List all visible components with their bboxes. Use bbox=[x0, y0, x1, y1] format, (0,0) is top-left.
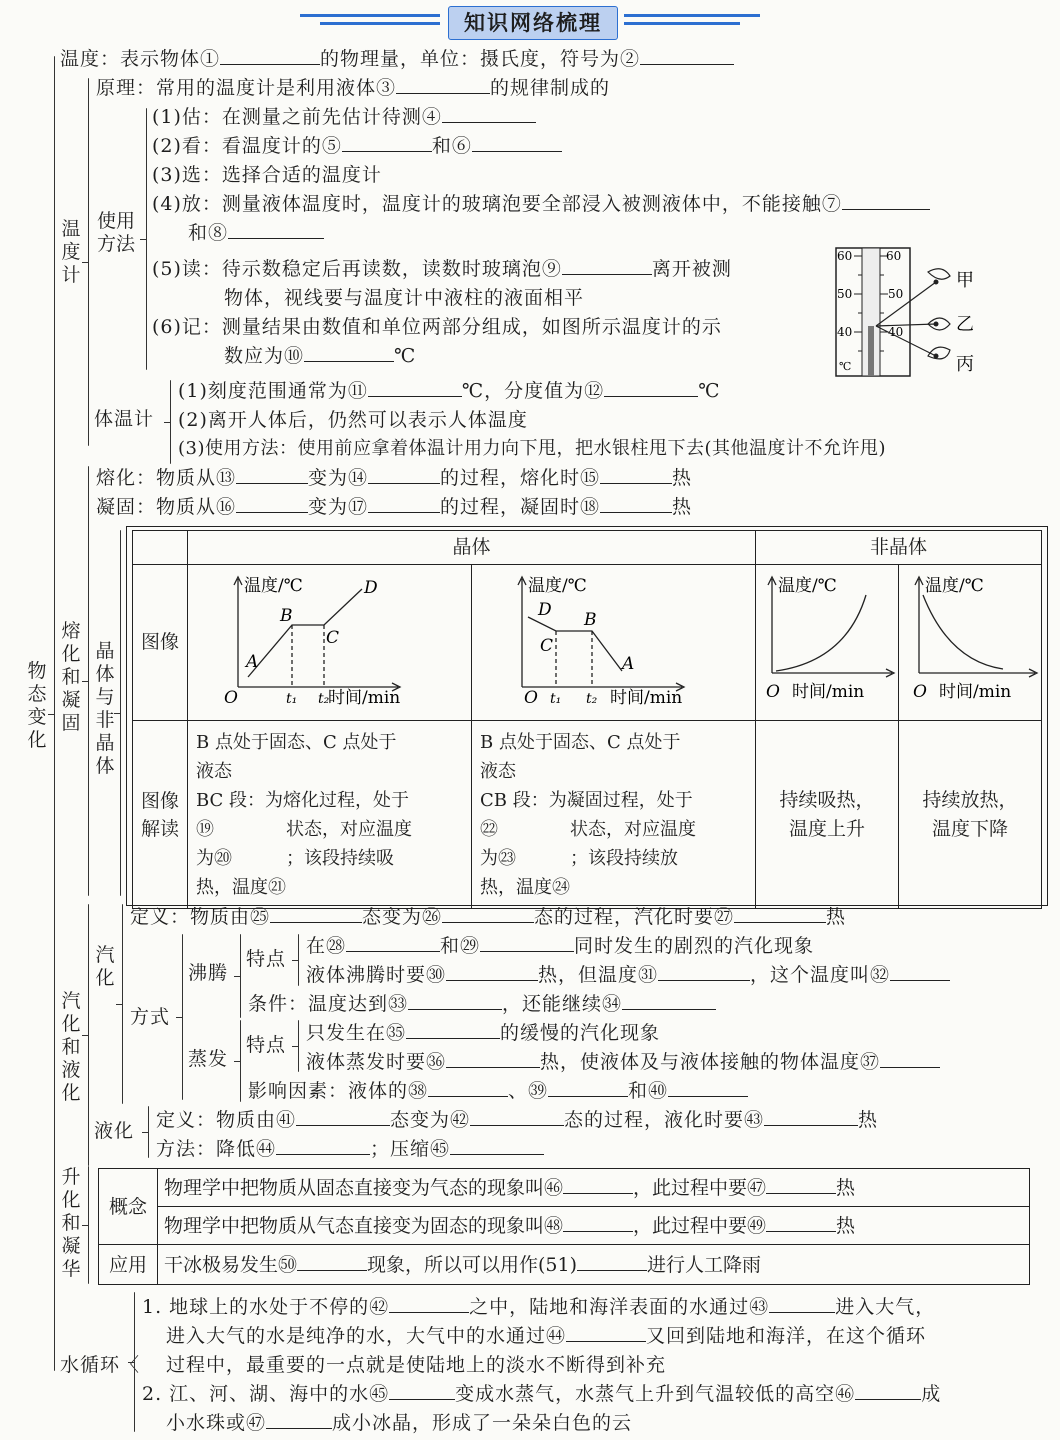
freeze-text-0: B 点处于固态、C 点处于 bbox=[480, 731, 681, 753]
text-l9b: ℃，分度值为⑫ bbox=[461, 380, 605, 402]
blank-40 bbox=[668, 1078, 748, 1097]
line-ji-2 bbox=[224, 343, 416, 369]
melt-text-1: 液态 bbox=[196, 760, 232, 782]
text-w5b: 成小冰晶，形成了一朵朵白色的云 bbox=[332, 1412, 633, 1434]
text-l6b: 和⑧ bbox=[188, 222, 229, 244]
label-gainian: 概念 bbox=[99, 1169, 158, 1245]
freeze-origin: O bbox=[524, 688, 538, 708]
text-l17b: ，还能继续㉞ bbox=[502, 993, 623, 1015]
blank-13 bbox=[236, 465, 308, 484]
row-tuxiang: 图像 bbox=[133, 565, 188, 721]
freeze-point-b: B bbox=[584, 610, 597, 630]
amelt-xlabel: 时间/min bbox=[792, 682, 865, 702]
blank-43 bbox=[764, 1107, 858, 1126]
blank-17 bbox=[368, 494, 440, 513]
text-l13c: 的过程，凝固时⑱ bbox=[440, 496, 601, 518]
text-l2a: 原理：常用的温度计是利用液体③ bbox=[96, 77, 397, 99]
label-tedian-1: 特点 bbox=[246, 948, 287, 970]
blank-8 bbox=[228, 220, 324, 239]
line-zhengfa-2 bbox=[306, 1049, 940, 1075]
blank-50 bbox=[297, 1252, 367, 1271]
text-l12d: 热 bbox=[672, 467, 693, 489]
text-l19b: 热，使液体及与液体接触的物体温度㊲ bbox=[540, 1051, 881, 1073]
blank-46 bbox=[563, 1175, 633, 1194]
text-l15a: 在㉘ bbox=[306, 935, 347, 957]
text-l12c: 的过程，熔化时⑮ bbox=[440, 467, 601, 489]
tick-60-left: 60 bbox=[837, 249, 853, 263]
blank-26 bbox=[442, 904, 534, 923]
title-rule-right-2 bbox=[624, 22, 740, 25]
header-feijingti: 非晶体 bbox=[756, 531, 1042, 565]
text-l12a: 熔化：物质从⑬ bbox=[96, 467, 237, 489]
tick-unit: ℃ bbox=[839, 360, 852, 373]
text-w4b: 变成水蒸气，水蒸气上升到气温较低的高空㊻ bbox=[455, 1383, 856, 1405]
label-shenghua: 升化和凝华 bbox=[61, 1166, 81, 1280]
freeze-ylabel: 温度/℃ bbox=[528, 576, 587, 596]
melt-origin: O bbox=[224, 688, 238, 708]
line-water-2 bbox=[166, 1323, 926, 1349]
text-l7b: 离开被测 bbox=[651, 258, 732, 280]
line-du bbox=[152, 256, 732, 282]
freeze-xlabel: 时间/min bbox=[610, 688, 683, 708]
text-w1c: 进入大气， bbox=[835, 1296, 936, 1318]
blank-53 bbox=[769, 1294, 835, 1313]
text-l3: (1)估：在测量之前先估计待测④ bbox=[152, 106, 442, 128]
sublim-row-2 bbox=[158, 1207, 1030, 1245]
line-water-1 bbox=[142, 1294, 935, 1320]
afreeze-origin: O bbox=[913, 682, 927, 702]
blank-28 bbox=[346, 933, 440, 952]
amorph-melt-1: 温度上升 bbox=[788, 817, 865, 840]
freeze-text-2: CB 段：为凝固过程，处于 bbox=[480, 789, 693, 811]
brace-zhengfa bbox=[240, 1020, 241, 1102]
brace-shenghua bbox=[88, 1166, 89, 1284]
blank-14 bbox=[368, 465, 440, 484]
blank-37 bbox=[880, 1049, 940, 1068]
label-yingyong: 应用 bbox=[99, 1245, 158, 1285]
graph-freezing bbox=[472, 565, 755, 711]
blank-4 bbox=[442, 104, 536, 123]
text-w1a: 1. 地球上的水处于不停的㊷ bbox=[142, 1296, 390, 1318]
text-l18b: 的缓慢的汽化现象 bbox=[500, 1022, 661, 1044]
text-r1a: 物理学中把物质从固态直接变为气态的现象叫㊻ bbox=[164, 1176, 564, 1199]
brace-wenduji bbox=[88, 78, 89, 446]
text-l16b: 热，但温度㉛ bbox=[538, 964, 659, 986]
text-w1b: 之中，陆地和海洋表面的水通过㊸ bbox=[469, 1296, 770, 1318]
graph-melting-cell bbox=[188, 565, 472, 721]
text-l14a: 定义：物质由㉕ bbox=[130, 906, 271, 928]
blank-11 bbox=[368, 378, 462, 397]
freeze-point-d: D bbox=[538, 600, 552, 620]
brace-tedian-1 bbox=[298, 934, 299, 986]
eye-bing-label: 丙 bbox=[956, 354, 974, 375]
label-fangshi: 方式 bbox=[130, 1006, 171, 1028]
melt-reading-cell bbox=[188, 721, 472, 909]
tick-50-right: 50 bbox=[888, 287, 904, 301]
page-title: 知识网络梳理 bbox=[448, 6, 618, 40]
line-xuan: (3)选：选择合适的温度计 bbox=[152, 164, 382, 186]
freeze-text-1: 液态 bbox=[480, 760, 516, 782]
blank-15 bbox=[600, 465, 672, 484]
line-gu bbox=[152, 104, 536, 130]
text-w2a: 进入大气的水是纯净的水，大气中的水通过㊹ bbox=[166, 1325, 567, 1347]
blank-55 bbox=[389, 1381, 455, 1400]
title-rule-right bbox=[624, 14, 760, 17]
thermometer-figure bbox=[832, 244, 982, 380]
amorph-melt-reading bbox=[756, 721, 899, 909]
text-l14c: 态的过程，汽化时要㉗ bbox=[534, 906, 735, 928]
label-ronghua: 熔化和凝固 bbox=[61, 620, 81, 734]
text-l21d: 热 bbox=[858, 1109, 879, 1131]
text-l17a: 条件：温度达到㉝ bbox=[248, 993, 409, 1015]
freeze-reading-cell bbox=[472, 721, 756, 909]
text-l21a: 定义：物质由㊶ bbox=[156, 1109, 297, 1131]
label-yehua: 液化 bbox=[94, 1120, 135, 1142]
blank-33 bbox=[408, 991, 502, 1010]
blank-35 bbox=[406, 1020, 500, 1039]
freeze-text-4: 为㉓ ；该段持续放 bbox=[480, 847, 678, 869]
label-jingti: 晶体与非晶体 bbox=[95, 640, 115, 777]
blank-42 bbox=[470, 1107, 564, 1126]
text-l20b: 、㊴ bbox=[508, 1080, 549, 1102]
text-r1c: 热 bbox=[836, 1176, 856, 1199]
blank-56 bbox=[855, 1381, 921, 1400]
graph-amorph-melt bbox=[756, 565, 898, 711]
line-water-4 bbox=[142, 1381, 941, 1407]
freeze-text-3: ㉒ 状态，对应温度 bbox=[480, 818, 696, 840]
eye-yi-label: 乙 bbox=[956, 314, 974, 335]
blank-9 bbox=[562, 256, 652, 275]
line-wendu bbox=[60, 46, 734, 72]
text-w4a: 2. 江、河、湖、海中的水㊺ bbox=[142, 1383, 390, 1405]
line-ronghua bbox=[96, 465, 692, 491]
text-l20a: 影响因素：液体的㊳ bbox=[248, 1080, 429, 1102]
melt-text-5: 热，温度㉑ bbox=[196, 876, 286, 898]
blank-49 bbox=[766, 1213, 836, 1232]
text-l12b: 变为⑭ bbox=[308, 467, 369, 489]
blank-45 bbox=[450, 1136, 544, 1155]
melt-text-2: BC 段：为熔化过程，处于 bbox=[196, 789, 410, 811]
line-yuanli bbox=[96, 75, 610, 101]
text-l7a: (5)读：待示数稳定后再读数，读数时玻璃泡⑨ bbox=[152, 258, 562, 280]
tick-60-right: 60 bbox=[886, 249, 902, 263]
graph-melting bbox=[188, 565, 471, 711]
text-l1a: 温度：表示物体① bbox=[60, 48, 221, 70]
text-r2c: 热 bbox=[836, 1214, 856, 1237]
text-l13b: 变为⑰ bbox=[308, 496, 369, 518]
sublim-row-1 bbox=[158, 1169, 1030, 1207]
amelt-origin: O bbox=[766, 682, 780, 702]
text-r2a: 物理学中把物质从气态直接变为固态的现象叫㊽ bbox=[164, 1214, 564, 1237]
brace-shiyong bbox=[146, 108, 147, 370]
tick-50-left: 50 bbox=[837, 287, 853, 301]
blank-51 bbox=[577, 1252, 647, 1271]
blank-7 bbox=[842, 191, 930, 210]
blank-5 bbox=[342, 133, 432, 152]
text-l16c: ，这个温度叫㉜ bbox=[750, 964, 891, 986]
blank-3 bbox=[396, 75, 490, 94]
melt-xlabel: 时间/min bbox=[328, 688, 401, 708]
graph-amorph-freeze bbox=[899, 565, 1041, 711]
text-l14d: 热 bbox=[826, 906, 847, 928]
blank-41 bbox=[296, 1107, 390, 1126]
melt-text-4: 为⑳ ；该段持续吸 bbox=[196, 847, 394, 869]
brace-yehua bbox=[148, 1106, 149, 1158]
text-r1b: ，此过程中要㊼ bbox=[633, 1176, 767, 1199]
graph-amorph-melt-cell bbox=[756, 565, 899, 721]
text-r3b: 现象，所以可以用作(51) bbox=[367, 1253, 578, 1276]
blank-54 bbox=[566, 1323, 646, 1342]
text-l9c: ℃ bbox=[698, 380, 721, 402]
tick-40-left: 40 bbox=[837, 325, 853, 339]
amorph-freeze-reading bbox=[899, 721, 1042, 909]
blank-57 bbox=[266, 1410, 332, 1429]
line-water-5 bbox=[166, 1410, 632, 1436]
eye-jia-label: 甲 bbox=[956, 270, 974, 291]
blank-44 bbox=[276, 1136, 370, 1155]
blank-2 bbox=[640, 46, 734, 65]
text-w5a: 小水珠或㊼ bbox=[166, 1412, 267, 1434]
amorph-freeze-0: 持续放热， bbox=[922, 788, 1018, 811]
label-shiyong: 使用方法 bbox=[96, 210, 135, 255]
blank-32 bbox=[890, 962, 950, 981]
text-l21c: 态的过程，液化时要㊸ bbox=[564, 1109, 765, 1131]
blank-18 bbox=[600, 494, 672, 513]
title-banner bbox=[300, 6, 760, 38]
graph-amorph-freeze-cell bbox=[899, 565, 1042, 721]
line-tiwen-3: (3)使用方法：使用前应拿着体温计用力向下甩，把水银柱甩下去(其他温度计不允许甩) bbox=[178, 438, 887, 459]
line-du-2: 物体，视线要与温度计中液柱的液面相平 bbox=[224, 287, 585, 309]
blank-27 bbox=[734, 904, 826, 923]
brace-qihua-yehua bbox=[88, 904, 89, 1166]
brace-qihua bbox=[122, 904, 123, 1104]
text-l8c: ℃ bbox=[394, 345, 417, 367]
freeze-t1: t₁ bbox=[550, 691, 562, 707]
melt-point-b: B bbox=[280, 606, 293, 626]
freeze-t2: t₂ bbox=[586, 691, 598, 707]
label-wenduji: 温度计 bbox=[61, 218, 81, 286]
crystal-table bbox=[132, 530, 1042, 909]
title-rule-left bbox=[300, 14, 440, 17]
melt-t2: t₂ bbox=[318, 691, 330, 707]
label-tiwen: 体温计 bbox=[94, 408, 155, 430]
freeze-text-5: 热，温度㉔ bbox=[480, 876, 570, 898]
line-tiwen-1 bbox=[178, 378, 720, 404]
brace-tiwen bbox=[170, 380, 171, 464]
text-l20c: 和㊵ bbox=[628, 1080, 669, 1102]
brace-fangshi bbox=[182, 934, 183, 1100]
line-fang-2 bbox=[188, 220, 324, 246]
line-ningu bbox=[96, 494, 692, 520]
blank-39 bbox=[548, 1078, 628, 1097]
line-tiaojian bbox=[248, 991, 716, 1017]
melt-point-d: D bbox=[364, 578, 378, 598]
text-l6: (4)放：测量液体温度时，温度计的玻璃泡要全部浸入被测液体中，不能接触⑦ bbox=[152, 193, 842, 215]
amorph-freeze-1: 温度下降 bbox=[931, 817, 1008, 840]
graph-freezing-cell bbox=[472, 565, 756, 721]
blank-31 bbox=[658, 962, 750, 981]
text-l15b: 和㉙ bbox=[440, 935, 481, 957]
label-tedian-2: 特点 bbox=[246, 1034, 287, 1056]
amelt-ylabel: 温度/℃ bbox=[778, 576, 837, 596]
brace-ronghua bbox=[88, 466, 89, 896]
line-fang bbox=[152, 191, 930, 217]
text-l22b: ；压缩㊺ bbox=[370, 1138, 451, 1160]
text-l1b: 的物理量，单位：摄氏度，符号为② bbox=[320, 48, 641, 70]
text-l15c: 同时发生的剧烈的汽化现象 bbox=[574, 935, 815, 957]
brace-shuixunhuan bbox=[134, 1292, 135, 1432]
blank-10 bbox=[304, 343, 394, 362]
line-ji: (6)记：测量结果由数值和单位两部分组成，如图所示温度计的示 bbox=[152, 316, 722, 338]
label-wutai: 物态变化 bbox=[27, 660, 47, 751]
text-l18a: 只发生在㉟ bbox=[306, 1022, 407, 1044]
blank-52 bbox=[389, 1294, 469, 1313]
blank-1 bbox=[220, 46, 320, 65]
blank-36 bbox=[446, 1049, 540, 1068]
melt-text-3: ⑲ 状态，对应温度 bbox=[196, 818, 412, 840]
cell-corner bbox=[133, 531, 188, 565]
text-l21b: 态变为㊷ bbox=[390, 1109, 471, 1131]
text-r3c: 进行人工降雨 bbox=[647, 1253, 762, 1276]
line-tiwen-2: (2)离开人体后，仍然可以表示人体温度 bbox=[178, 409, 528, 431]
sublimation-table bbox=[98, 1168, 1030, 1285]
brace-feiteng bbox=[240, 934, 241, 1018]
melt-point-a: A bbox=[246, 652, 259, 672]
label-zhengfa: 蒸发 bbox=[188, 1048, 229, 1070]
label-qihua: 汽化 bbox=[95, 944, 115, 989]
afreeze-xlabel: 时间/min bbox=[939, 682, 1012, 702]
amorph-melt-0: 持续吸热， bbox=[779, 788, 875, 811]
text-l14b: 态变为㉖ bbox=[362, 906, 443, 928]
text-l22a: 方法：降低㊹ bbox=[156, 1138, 277, 1160]
blank-16 bbox=[236, 494, 308, 513]
blank-6 bbox=[472, 133, 562, 152]
row-jiedu: 图像解读 bbox=[133, 721, 188, 909]
text-l13d: 热 bbox=[672, 496, 693, 518]
text-l4a: (2)看：看温度计的⑤ bbox=[152, 135, 342, 157]
brace-tedian-2 bbox=[298, 1020, 299, 1072]
label-feiteng: 沸腾 bbox=[188, 962, 229, 984]
blank-25 bbox=[270, 904, 362, 923]
melt-point-c: C bbox=[326, 628, 340, 648]
line-yehua-method bbox=[156, 1136, 544, 1162]
header-jingti: 晶体 bbox=[188, 531, 756, 565]
text-l8b: 数应为⑩ bbox=[224, 345, 305, 367]
text-l4b: 和⑥ bbox=[431, 135, 472, 157]
text-l9a: (1)刻度范围通常为⑪ bbox=[178, 380, 368, 402]
line-qihua-def bbox=[130, 904, 846, 930]
melt-t1: t₁ bbox=[286, 691, 298, 707]
blank-47 bbox=[766, 1175, 836, 1194]
line-zhengfa-1 bbox=[306, 1020, 660, 1046]
text-r2b: ，此过程中要㊾ bbox=[633, 1214, 767, 1237]
blank-48 bbox=[563, 1213, 633, 1232]
melt-text-0: B 点处于固态、C 点处于 bbox=[196, 731, 397, 753]
text-l2b: 的规律制成的 bbox=[490, 77, 611, 99]
text-w2b: 又回到陆地和海洋，在这个循环 bbox=[646, 1325, 927, 1347]
blank-34 bbox=[622, 991, 716, 1010]
line-water-3: 过程中，最重要的一点就是使陆地上的淡水不断得到补充 bbox=[166, 1354, 667, 1376]
label-shuixunhuan: 水循环〈 bbox=[60, 1354, 141, 1376]
text-l16a: 液体沸腾时要㉚ bbox=[306, 964, 447, 986]
brace-main bbox=[54, 56, 55, 1371]
text-w4c: 成 bbox=[921, 1383, 942, 1405]
line-feiteng-2 bbox=[306, 962, 950, 988]
freeze-point-a: A bbox=[622, 654, 635, 674]
label-qihua-yehua: 汽化和液化 bbox=[61, 990, 81, 1104]
text-l19a: 液体蒸发时要㊱ bbox=[306, 1051, 447, 1073]
blank-29 bbox=[480, 933, 574, 952]
line-yehua-def bbox=[156, 1107, 878, 1133]
afreeze-ylabel: 温度/℃ bbox=[925, 576, 984, 596]
line-kan bbox=[152, 133, 562, 159]
line-feiteng-1 bbox=[306, 933, 814, 959]
freeze-point-c: C bbox=[540, 636, 554, 656]
text-r3a: 干冰极易发生㊿ bbox=[164, 1253, 298, 1276]
blank-38 bbox=[428, 1078, 508, 1097]
sublim-row-3 bbox=[158, 1245, 1030, 1285]
blank-30 bbox=[446, 962, 538, 981]
brace-jingti bbox=[120, 530, 121, 896]
line-yingxiang bbox=[248, 1078, 748, 1104]
tick-40-right: 40 bbox=[888, 325, 904, 339]
blank-12 bbox=[604, 378, 698, 397]
title-rule-left-2 bbox=[320, 22, 440, 25]
melt-ylabel: 温度/℃ bbox=[244, 576, 303, 596]
text-l13a: 凝固：物质从⑯ bbox=[96, 496, 237, 518]
